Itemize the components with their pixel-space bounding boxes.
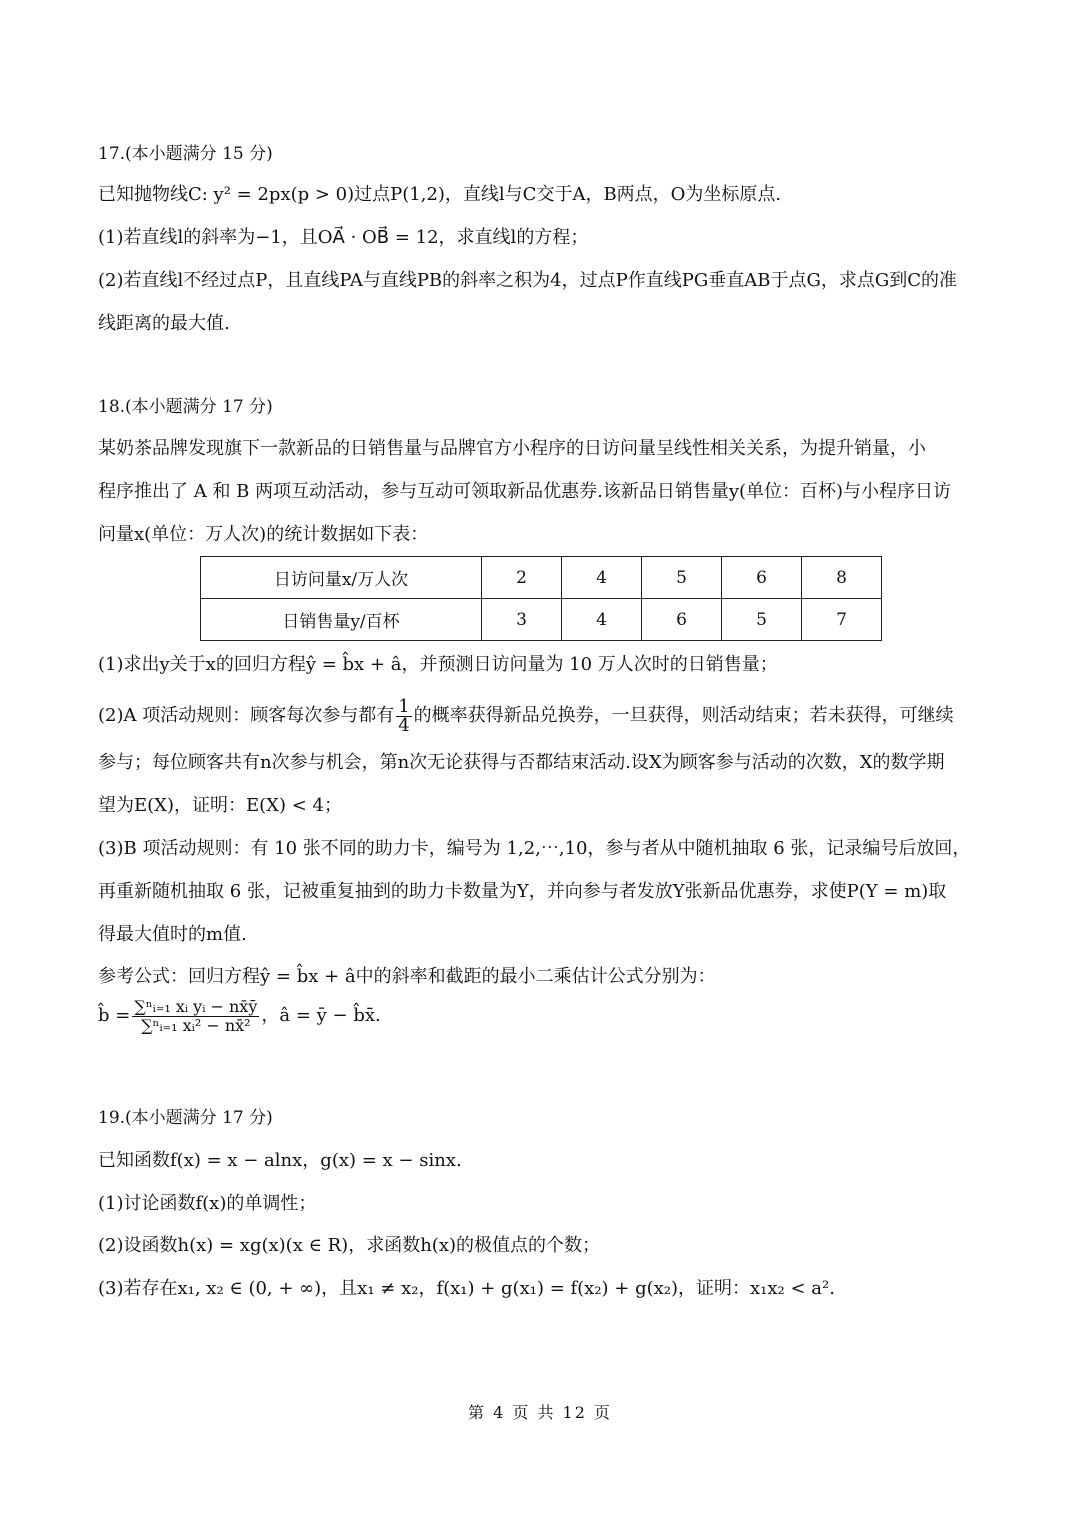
table-cell: 4 (562, 599, 642, 641)
fraction-one-quarter (396, 695, 411, 736)
q17-part2-line2: 线距离的最大值. (98, 313, 230, 334)
q17-part2-line1: (2)若直线l不经过点P，且直线PA与直线PB的斜率之积为4，过点P作直线PG垂直AB于点G，求点G到C的准 (98, 270, 957, 291)
table-cell: 6 (642, 599, 722, 641)
ref-a: ，â = ȳ − b̂x̄. (261, 1005, 381, 1026)
table-cell: 6 (722, 557, 802, 599)
q17-part1: (1)若直线l的斜率为−1，且OA⃗ · OB⃗ = 12，求直线l的方程； (98, 227, 589, 248)
q18-stem-line2: 程序推出了 A 和 B 两项互动活动，参与互动可领取新品优惠券.该新品日销售量y(单位：百杯)与小程序日访 (98, 481, 952, 502)
fraction-denominator: 4 (398, 714, 410, 736)
table-cell: 7 (802, 599, 882, 641)
table-row (201, 599, 882, 641)
q18-part3-line1: (3)B 项活动规则：有 10 张不同的助力卡，编号为 1,2,⋯,10，参与者从中随机抽取 6 张，记录编号后放回， (98, 838, 971, 859)
table-cell: 8 (802, 557, 882, 599)
q18-part3-line3: 得最大值时的m值. (98, 924, 247, 945)
data-table (200, 556, 882, 641)
q18-part2-line1 (98, 696, 954, 736)
q18-part1: (1)求出y关于x的回归方程ŷ = b̂x + â，并预测日访问量为 10 万人次时的日销售量； (98, 654, 778, 675)
q18-part2-line1-b: 的概率获得新品兑换券，一旦获得，则活动结束；若未获得，可继续 (413, 705, 954, 726)
ref-b-denominator: ∑ⁿᵢ₌₁ xᵢ² − nx̄² (141, 1015, 251, 1035)
row1-header: 日访问量x/万人次 (201, 557, 482, 599)
ref-b-lhs: b̂ = (98, 1005, 131, 1026)
q19-part3: (3)若存在x₁, x₂ ∈ (0, + ∞)，且x₁ ≠ x₂，f(x₁) + g(x₁) = f(x₂) + g(x₂)，证明：x₁x₂ < a². (98, 1278, 835, 1299)
q19-title: 19.(本小题满分 17 分) (98, 1108, 273, 1128)
table-row (201, 557, 882, 599)
table-cell: 5 (722, 599, 802, 641)
q19-part1: (1)讨论函数f(x)的单调性； (98, 1193, 317, 1214)
q18-title: 18.(本小题满分 17 分) (98, 397, 273, 417)
q18-stem-line3: 问量x(单位：万人次)的统计数据如下表： (98, 524, 429, 545)
q18-ref-line: 参考公式：回归方程ŷ = b̂x + â中的斜率和截距的最小二乘估计公式分别为： (98, 966, 716, 987)
q19-stem: 已知函数f(x) = x − alnx，g(x) = x − sinx. (98, 1150, 462, 1171)
q18-ref-formula (98, 996, 381, 1036)
q19-part2: (2)设函数h(x) = xg(x)(x ∈ R)，求函数h(x)的极值点的个数； (98, 1235, 600, 1256)
table-cell: 3 (482, 599, 562, 641)
ref-b-numerator: ∑ⁿᵢ₌₁ xᵢ yᵢ − nx̄ȳ (134, 996, 258, 1016)
page-footer: 第 4 页 共 12 页 (468, 1403, 612, 1422)
q18-part2-line3: 望为E(X)，证明：E(X) < 4； (98, 795, 342, 816)
row2-header: 日销售量y/百杯 (201, 599, 482, 641)
q17-stem: 已知抛物线C: y² = 2px(p > 0)过点P(1,2)，直线l与C交于A，B两点，O为坐标原点. (98, 184, 782, 205)
fraction-numerator: 1 (398, 695, 410, 717)
table-cell: 4 (562, 557, 642, 599)
table-cell: 5 (642, 557, 722, 599)
ref-b-fraction (132, 998, 259, 1035)
q18-part2-line1-a: (2)A 项活动规则：顾客每次参与都有 (98, 705, 395, 726)
q18-part2-line2: 参与；每位顾客共有n次参与机会，第n次无论获得与否都结束活动.设X为顾客参与活动的次数，X的数学期 (98, 752, 945, 773)
q18-part3-line2: 再重新随机抽取 6 张，记被重复抽到的助力卡数量为Y，并向参与者发放Y张新品优惠券，求使P(Y = m)取 (98, 881, 947, 902)
q17-title: 17.(本小题满分 15 分) (98, 144, 273, 164)
q18-stem-line1: 某奶茶品牌发现旗下一款新品的日销售量与品牌官方小程序的日访问量呈线性相关关系，为提升销量，小 (98, 438, 926, 459)
table-cell: 2 (482, 557, 562, 599)
